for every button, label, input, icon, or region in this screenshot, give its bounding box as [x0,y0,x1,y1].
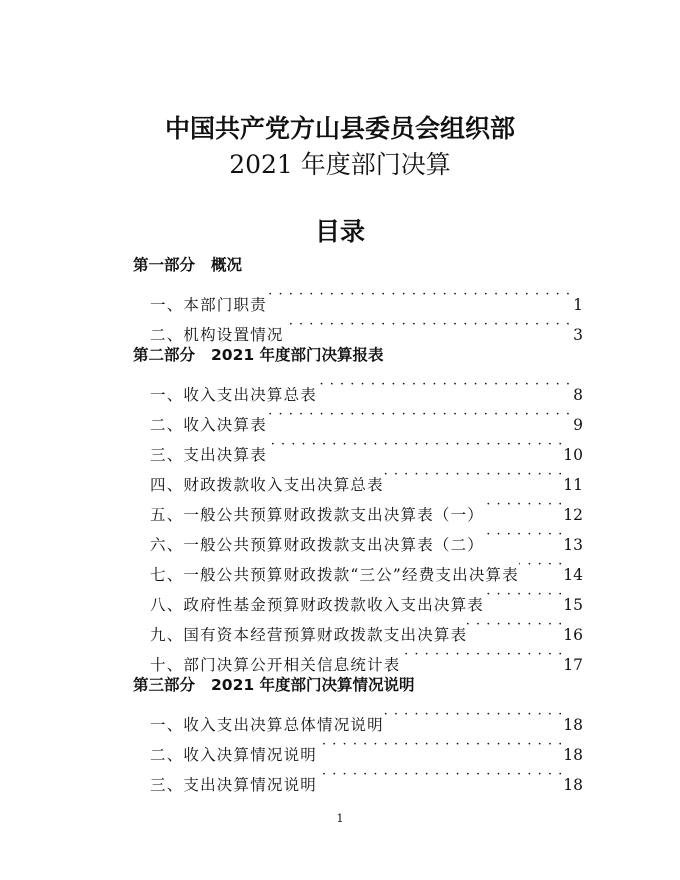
toc-entry[interactable] [133,370,583,404]
toc-heading: 目录 [314,217,365,246]
document-title: 中国共产党方山县委员会组织部 [164,114,515,143]
toc-leader-dots [317,730,563,760]
toc-entry-label: 七、一般公共预算财政拨款“三公”经费支出决算表 [150,566,519,584]
toc-entry-label: 一、收入支出决算总表 [150,386,318,404]
toc-leader-dots [384,700,563,730]
toc-entry-label: 一、收入支出决算总体情况说明 [150,716,384,734]
toc-entry-label: 十、部门决算公开相关信息统计表 [150,656,401,674]
toc-section-heading [133,250,583,280]
toc-section-name: 2021 年度部门决算报表 [211,346,384,364]
toc-entry-label: 三、支出决算情况说明 [150,776,318,794]
toc-leader-dots [267,280,571,310]
toc-leader-dots [284,310,571,340]
toc-section-part: 第三部分 [133,676,196,694]
toc-entry[interactable] [133,700,583,734]
toc-section-name: 2021 年度部门决算情况说明 [211,676,415,694]
toc-entry-label: 二、收入决算情况说明 [150,746,318,764]
toc-entry-page-number: 15 [563,596,583,614]
toc-leader-dots [467,610,563,640]
toc-entry-label: 五、一般公共预算财政拨款支出决算表（一） [150,506,485,524]
toc-section-part: 第一部分 [133,256,196,274]
toc-entry-label: 六、一般公共预算财政拨款支出决算表（二） [150,536,485,554]
toc-section-heading [133,340,583,370]
toc-entry-label: 一、本部门职责 [150,296,267,314]
toc-entry-page-number: 13 [563,536,583,554]
toc-leader-dots [484,490,563,520]
toc-entry-label: 四、财政拨款收入支出决算总表 [150,476,384,494]
toc-entry-label: 二、收入决算表 [150,416,267,434]
toc-entry-page-number: 10 [563,446,583,464]
toc-entry-label: 二、机构设置情况 [150,326,284,344]
toc-entry-page-number: 17 [563,656,583,674]
toc-leader-dots [384,460,563,490]
toc-entry-page-number: 18 [563,776,583,794]
toc-leader-dots [317,760,563,790]
toc-entry-label: 八、政府性基金预算财政拨款收入支出决算表 [150,596,485,614]
toc-entry-page-number: 12 [563,506,583,524]
toc-entry-page-number: 18 [563,716,583,734]
toc-entry[interactable] [133,280,583,314]
toc-entry-page-number: 11 [563,476,583,494]
toc-entry-label: 九、国有资本经营预算财政拨款支出决算表 [150,626,468,644]
toc-leader-dots [484,520,563,550]
toc-entry-page-number: 18 [563,746,583,764]
toc-entry-page-number: 1 [573,296,583,314]
page-number: 1 [336,812,344,825]
toc-entry-page-number: 3 [573,326,583,344]
toc-leader-dots [317,370,571,400]
toc-entry-page-number: 9 [573,416,583,434]
toc-leader-dots [267,400,571,430]
toc-section-part: 第二部分 [133,346,196,364]
toc-leader-dots [267,430,563,460]
toc-entry-page-number: 14 [563,566,583,584]
toc-entry-label: 三、支出决算表 [150,446,267,464]
table-of-contents [133,250,583,794]
document-subtitle: 2021 年度部门决算 [229,150,451,179]
toc-section-name: 概况 [211,256,243,274]
toc-leader-dots [519,550,563,580]
toc-entry-page-number: 8 [573,386,583,404]
toc-leader-dots [484,580,563,610]
toc-entry-page-number: 16 [563,626,583,644]
toc-section-heading [133,670,583,700]
toc-leader-dots [401,640,564,670]
